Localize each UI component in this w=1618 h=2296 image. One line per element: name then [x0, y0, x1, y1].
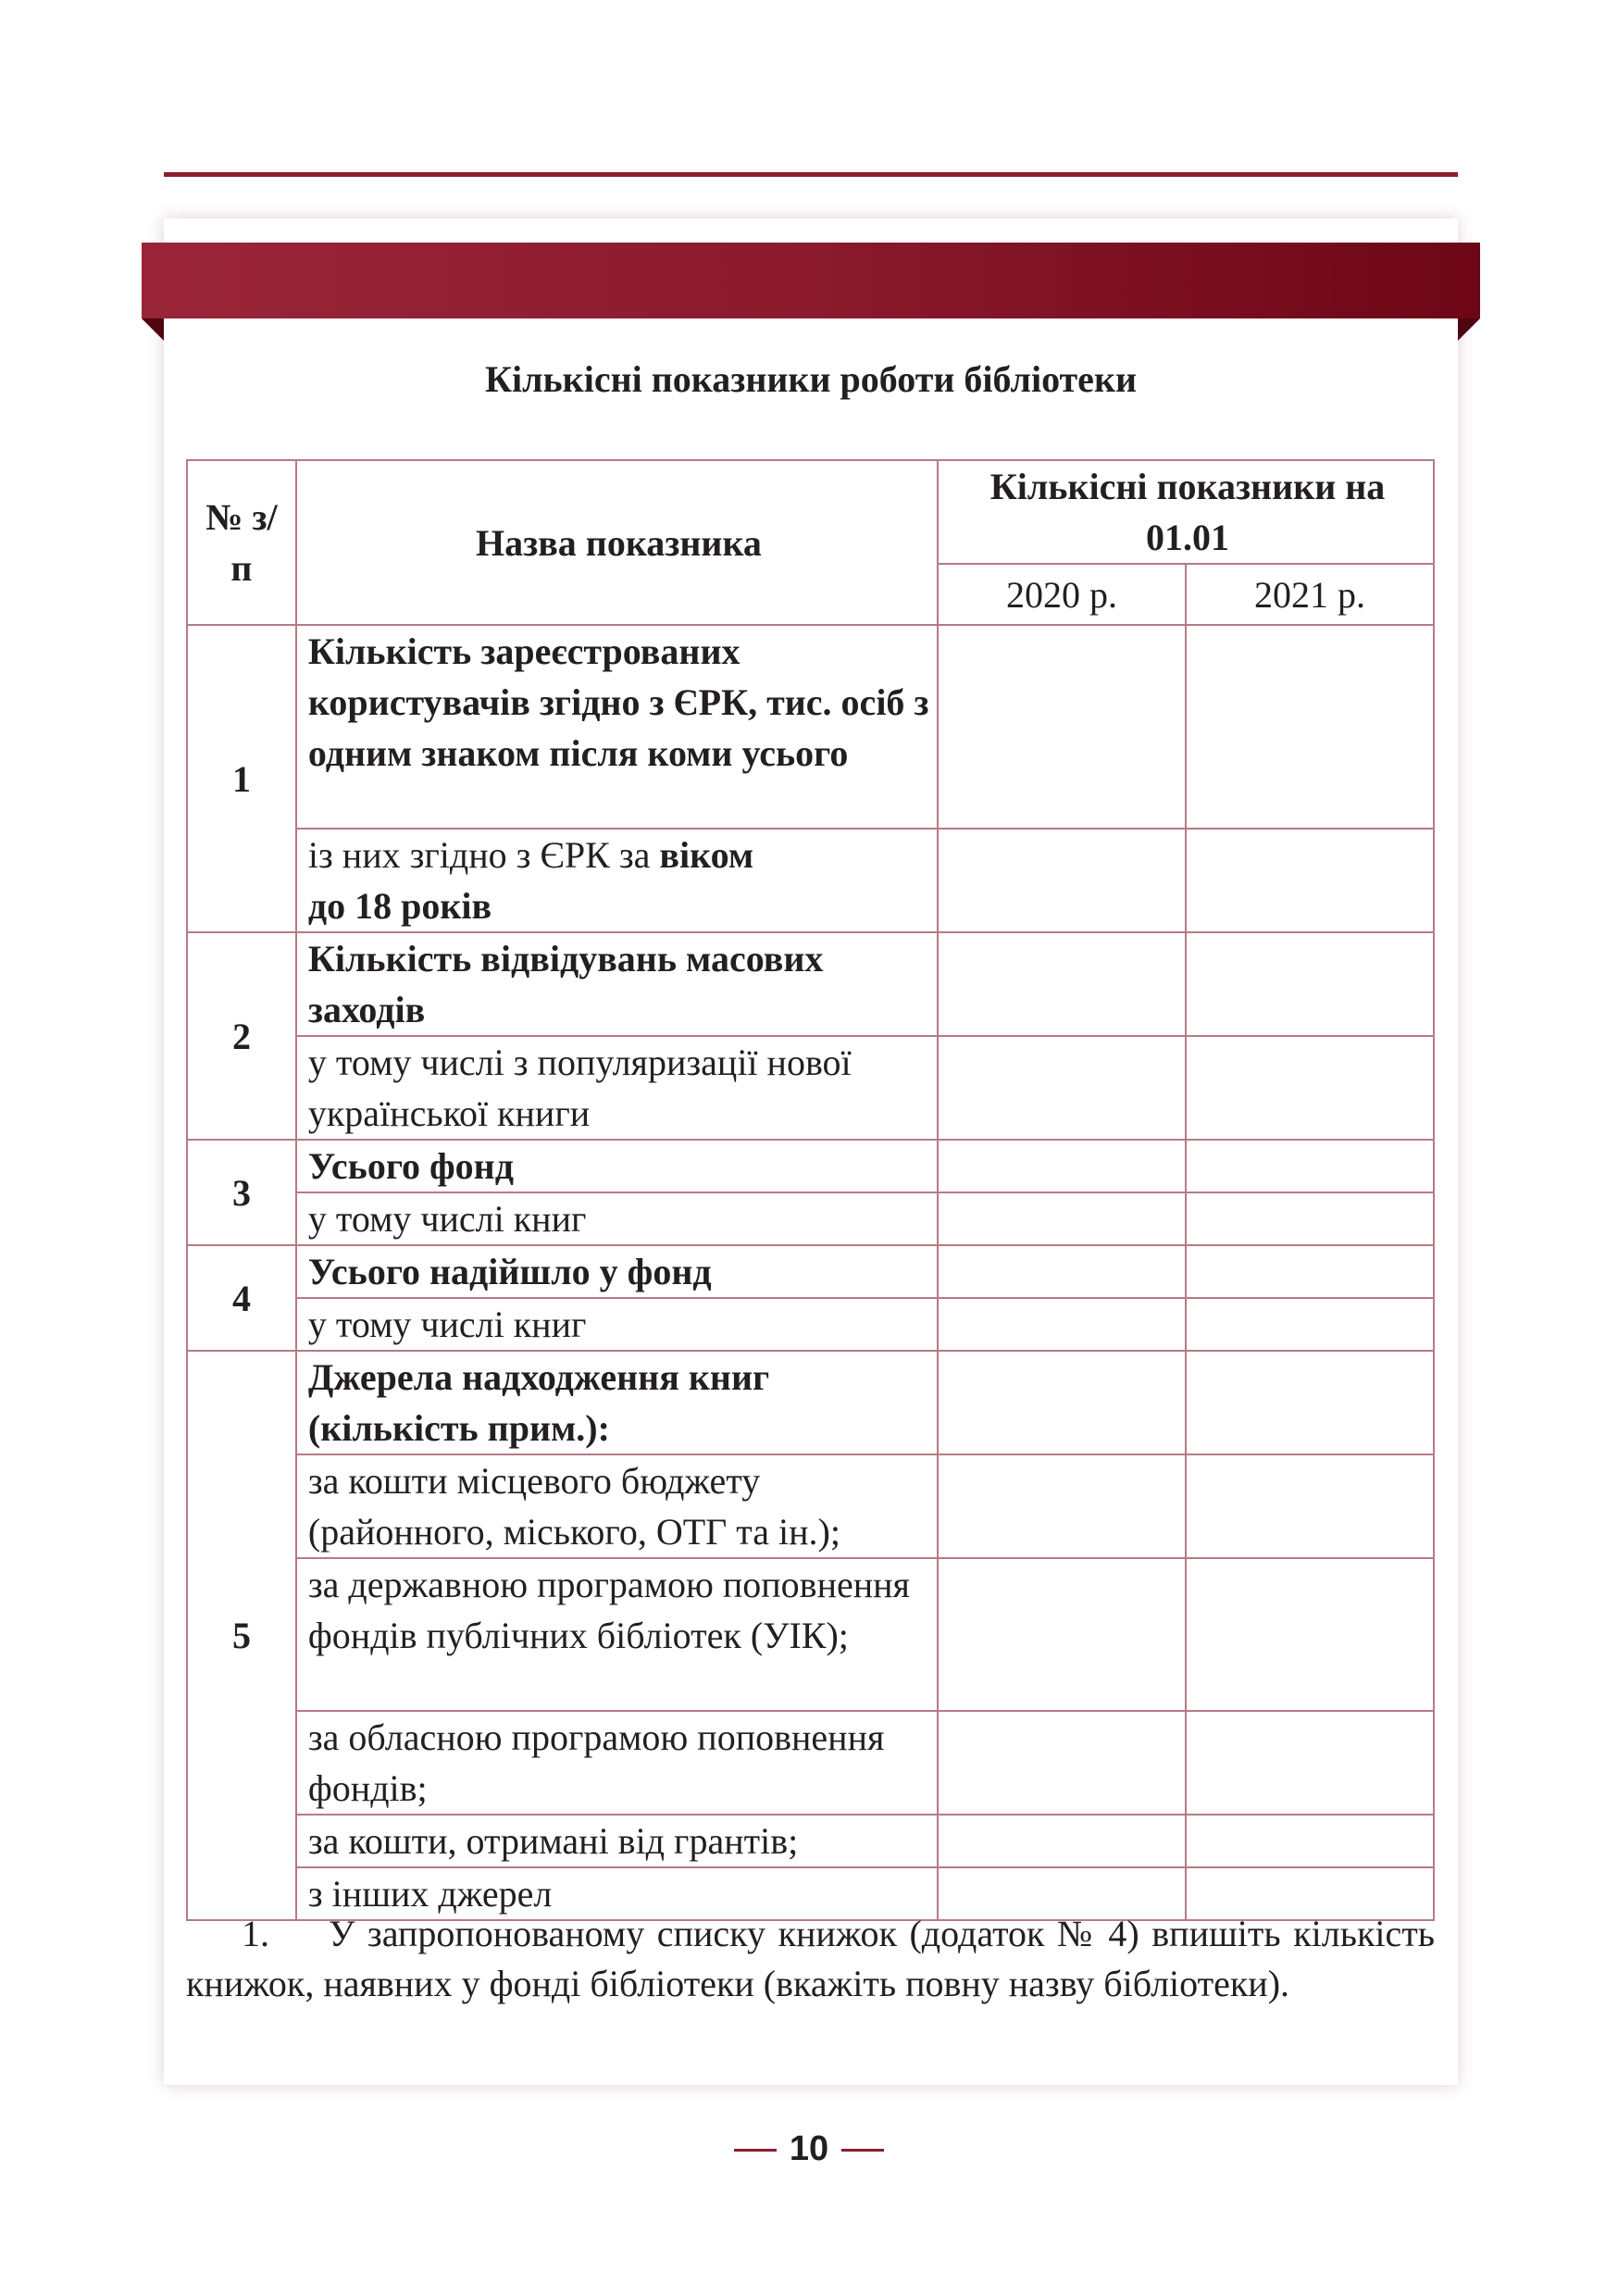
- value-cell-2021[interactable]: [1186, 1351, 1434, 1454]
- table-row: [187, 625, 1434, 829]
- value-cell-2021[interactable]: [1186, 1245, 1434, 1298]
- table-row: [187, 1298, 1434, 1351]
- value-cell-2021[interactable]: [1186, 1454, 1434, 1558]
- value-cell-2020[interactable]: [938, 829, 1186, 932]
- table-row: [187, 1351, 1434, 1454]
- indicator-name: Усього фонд: [296, 1140, 938, 1192]
- indicator-name: Джерела надходження книг (кількість прим.):: [296, 1351, 938, 1454]
- top-rule: [164, 172, 1458, 177]
- table-row: [187, 1454, 1434, 1558]
- indicator-name: з інших джерел: [296, 1867, 938, 1920]
- value-cell-2021[interactable]: [1186, 1711, 1434, 1815]
- page-title: Кількісні показники роботи бібліотеки: [484, 358, 1138, 400]
- table-row: [187, 1140, 1434, 1192]
- value-cell-2021[interactable]: [1186, 625, 1434, 829]
- indicator-name: за державною програмою поповнення фондів публічних бібліотек (УІК);: [296, 1558, 938, 1711]
- table-row: [187, 1711, 1434, 1815]
- indicator-name-bold-2: до 18 років: [307, 885, 492, 927]
- note-paragraph: [186, 1909, 1435, 2009]
- value-cell-2020[interactable]: [938, 1140, 1186, 1192]
- indicator-name: [296, 829, 938, 932]
- table-row: [187, 1192, 1434, 1245]
- band-fold-right: [1458, 318, 1480, 341]
- indicator-name: Усього надійшло у фонд: [296, 1245, 938, 1298]
- value-cell-2021[interactable]: [1186, 1140, 1434, 1192]
- value-cell-2020[interactable]: [938, 1558, 1186, 1711]
- indicator-name: за обласною програмою поповнення фондів;: [296, 1711, 938, 1815]
- page-footer: [0, 2126, 1618, 2172]
- footer-dash-left: [734, 2149, 777, 2152]
- row-number: 1: [187, 625, 296, 932]
- table-row: [187, 1036, 1434, 1140]
- indicator-name: Кількість відвідувань масових заходів: [296, 932, 938, 1036]
- indicator-name: за кошти, отримані від грантів;: [296, 1815, 938, 1867]
- indicator-name: у тому числі книг: [296, 1298, 938, 1351]
- indicator-name-bold: віком: [659, 834, 754, 876]
- row-number: 2: [187, 932, 296, 1140]
- indicator-name-plain: із них згідно з ЄРК за: [307, 834, 651, 876]
- indicators-table: [186, 459, 1435, 1921]
- value-cell-2020[interactable]: [938, 1351, 1186, 1454]
- table-row: [187, 1558, 1434, 1711]
- row-number: 4: [187, 1245, 296, 1351]
- header-year-2020: 2020 р.: [938, 564, 1186, 625]
- value-cell-2020[interactable]: [938, 932, 1186, 1036]
- header-num: № з/п: [187, 460, 296, 625]
- indicator-name: у тому числі з популяризації нової української книги: [296, 1036, 938, 1140]
- table-row: [187, 1815, 1434, 1867]
- footer-dash-right: [841, 2149, 884, 2152]
- value-cell-2020[interactable]: [938, 1711, 1186, 1815]
- table-row: [187, 932, 1434, 1036]
- value-cell-2020[interactable]: [938, 625, 1186, 829]
- value-cell-2021[interactable]: [1186, 829, 1434, 932]
- table-row: [187, 1245, 1434, 1298]
- value-cell-2021[interactable]: [1186, 1192, 1434, 1245]
- table-row: [187, 829, 1434, 932]
- note-number: 1.: [242, 1913, 269, 1954]
- value-cell-2021[interactable]: [1186, 1815, 1434, 1867]
- indicator-name: за кошти місцевого бюджету (районного, міського, ОТГ та ін.);: [296, 1454, 938, 1558]
- value-cell-2020[interactable]: [938, 1036, 1186, 1140]
- indicator-name: Кількість зареєстрованих користувачів згідно з ЄРК, тис. осіб з одним знаком після коми усього: [296, 625, 938, 829]
- value-cell-2021[interactable]: [1186, 1036, 1434, 1140]
- row-number: 3: [187, 1140, 296, 1245]
- header-year-2021: 2021 р.: [1186, 564, 1434, 625]
- header-band: [142, 243, 1480, 318]
- header-name: Назва показника: [296, 460, 938, 625]
- band-fold-left: [142, 318, 164, 341]
- row-number: 5: [187, 1351, 296, 1920]
- header-indicators: Кількісні показники на 01.01: [938, 460, 1434, 564]
- note-text: У запропонованому списку книжок (додаток № 4) впишіть кількість книжок, наявних у фонді бібліотеки (вкажіть повну назву бібліотеки).: [186, 1913, 1435, 2004]
- page-number: 10: [789, 2129, 829, 2168]
- value-cell-2020[interactable]: [938, 1245, 1186, 1298]
- value-cell-2020[interactable]: [938, 1192, 1186, 1245]
- value-cell-2021[interactable]: [1186, 1298, 1434, 1351]
- value-cell-2020[interactable]: [938, 1815, 1186, 1867]
- value-cell-2021[interactable]: [1186, 932, 1434, 1036]
- value-cell-2021[interactable]: [1186, 1558, 1434, 1711]
- value-cell-2020[interactable]: [938, 1298, 1186, 1351]
- value-cell-2020[interactable]: [938, 1454, 1186, 1558]
- indicator-name: у тому числі книг: [296, 1192, 938, 1245]
- header-row: [187, 460, 1434, 564]
